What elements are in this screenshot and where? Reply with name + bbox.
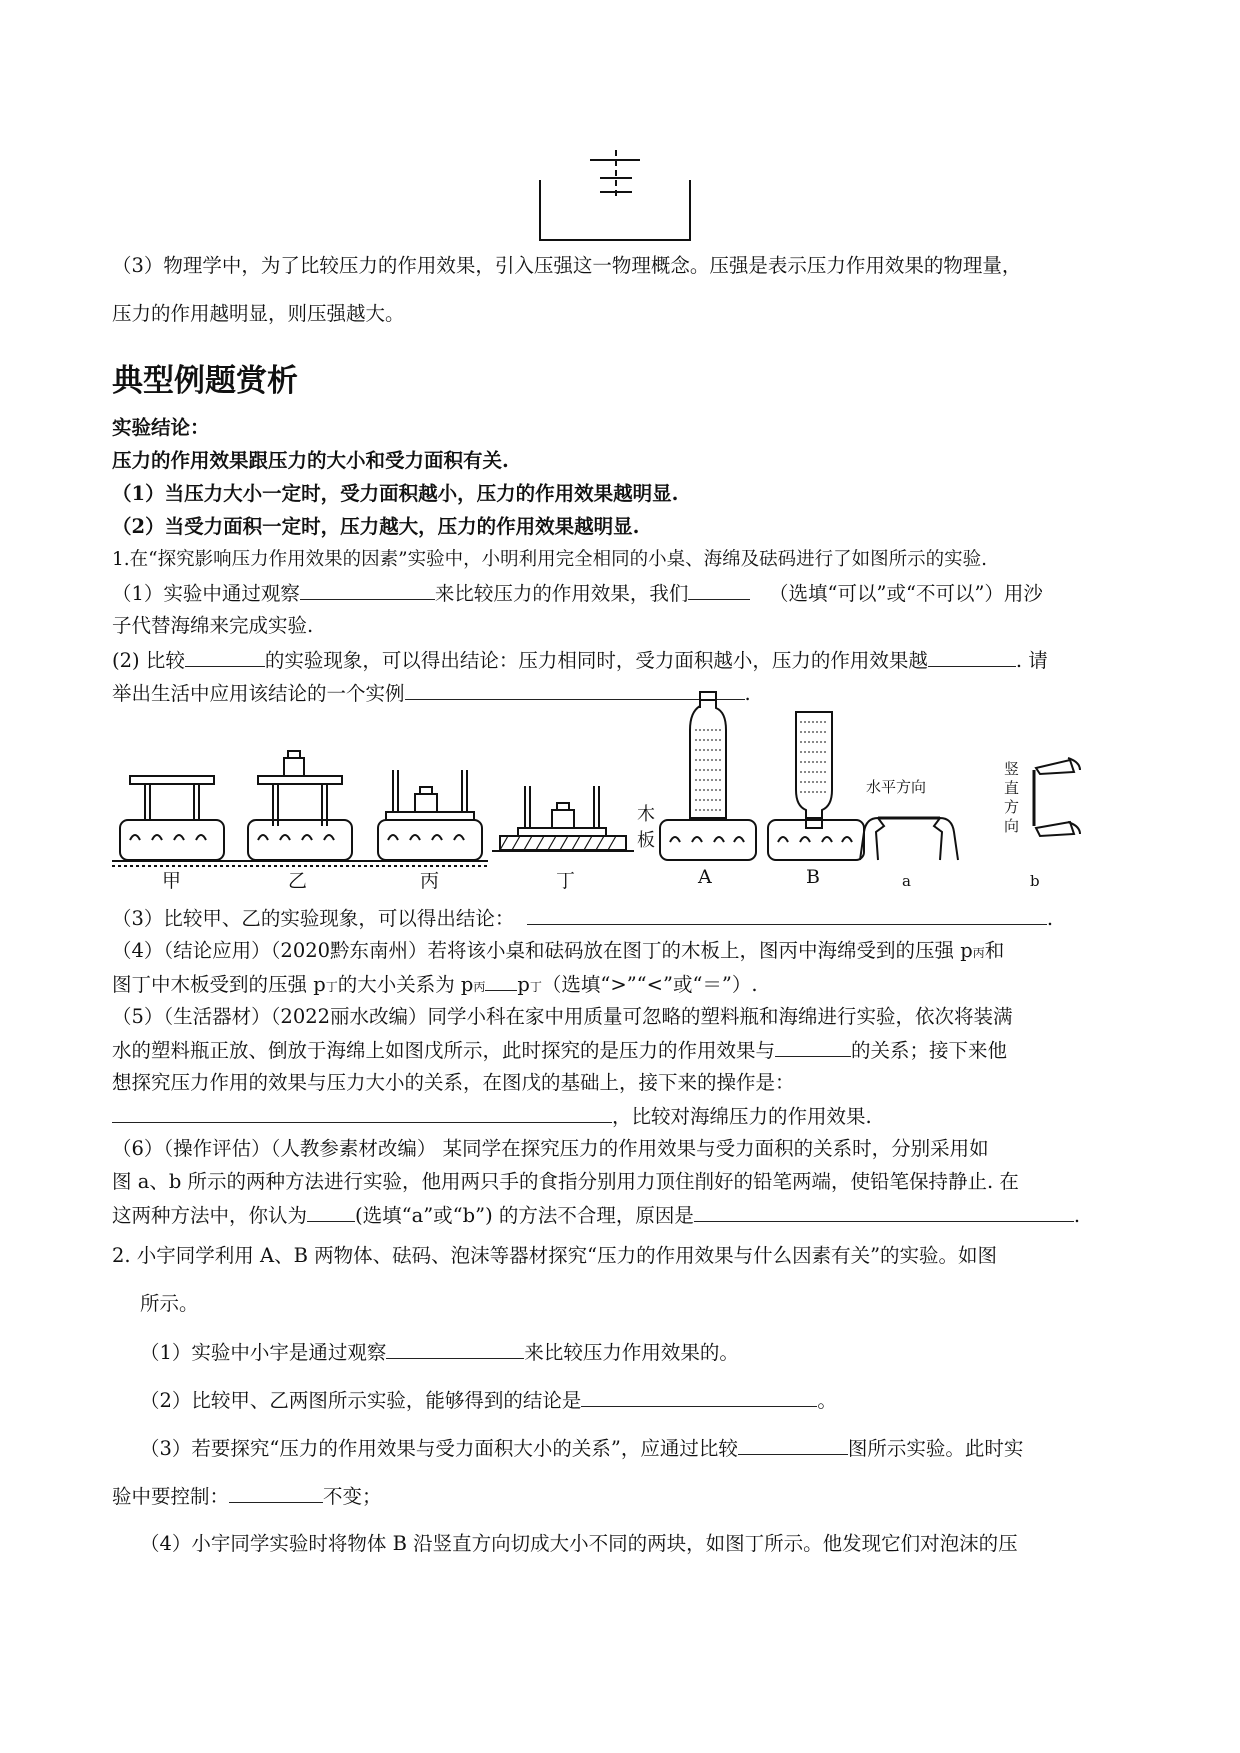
para3-line2: 压力的作用越明显，则压强越大。 [112, 302, 405, 325]
q2-intro1: 2. 小宇同学利用 A、B 两物体、砝码、泡沫等器材探究“压力的作用效果与什么因素有关”的实验。如图 [112, 1244, 998, 1267]
answer-blank[interactable] [229, 1482, 323, 1503]
q1-part3 [112, 904, 1132, 933]
q1-p2d: 举出生活中应用该结论的一个实例 [112, 682, 405, 705]
q1-p4-sub: 丙 [972, 946, 985, 960]
q1-p2b: 的实验现象，可以得出结论：压力相同时，受力面积越小，压力的作用效果越 [264, 649, 928, 672]
label-board-2: 板 [637, 830, 655, 851]
q1-p5e: ，比较对海绵压力的作用效果. [612, 1105, 872, 1128]
q1-p5d: 想探究压力作用的效果与压力大小的关系，在图戊的基础上，接下来的操作是： [112, 1071, 795, 1094]
q1-p1b: 来比较压力的作用效果，我们 [434, 582, 689, 605]
label-horizontal-char: 平 [881, 778, 897, 796]
label-bing: 丙 [420, 870, 440, 892]
apparatus-jia [120, 776, 224, 860]
label-vertical-char: 竖 [1004, 760, 1020, 778]
label-vertical-char: 直 [1004, 779, 1020, 797]
answer-blank[interactable] [386, 1338, 524, 1359]
answer-blank[interactable] [485, 970, 517, 991]
q1-p4b: 和 [984, 939, 1005, 962]
label-yi: 乙 [288, 870, 308, 892]
q1-p1c: （选填“可以”或“不可以”）用沙 [769, 582, 1043, 605]
label-horizontal-char: 方 [896, 778, 912, 796]
q1-part4-line1 [112, 937, 1132, 967]
q1-p2c: . 请 [1015, 649, 1048, 672]
answer-blank[interactable] [738, 1434, 848, 1455]
q1-p1d: 子代替海绵来完成实验. [112, 614, 314, 637]
label-a-lower: a [902, 872, 911, 890]
label-board-1: 木 [637, 804, 655, 825]
label-ding: 丁 [556, 870, 576, 892]
q2-p1a: （1）实验中小宇是通过观察 [140, 1341, 387, 1364]
q1-p5b: 水的塑料瓶正放、倒放于海绵上如图戊所示，此时探究的是压力的作用效果与 [112, 1039, 776, 1062]
q1-p2a: (2) 比较 [112, 649, 185, 672]
q1-p4-sub: 丁 [529, 980, 542, 994]
q1-part5-line2 [112, 1036, 1132, 1065]
q1-p6a: （6）（操作评估）（人教参素材改编） 某同学在探究压力的作用效果与受力面积的关系时，分别采用如 [112, 1137, 989, 1160]
q1-p5a: （5）（生活器材）（2022丽水改编）同学小科在家中用质量可忽略的塑料瓶和海绵进行实验，依次将装满 [112, 1005, 1013, 1028]
q2-p3a: （3）若要探究“压力的作用效果与受力面积大小的关系”，应通过比较 [140, 1437, 738, 1460]
label-b-upper: B [806, 866, 820, 888]
apparatus-bing [378, 770, 482, 860]
label-horizontal-char: 向 [911, 778, 927, 796]
answer-blank[interactable] [694, 1201, 1074, 1222]
label-vertical [1004, 760, 1022, 836]
answer-blank[interactable] [307, 1201, 355, 1222]
q1-p5c: 的关系；接下来他 [851, 1039, 1008, 1062]
label-jia: 甲 [162, 870, 182, 892]
q1-p6e: . [1073, 1204, 1081, 1227]
q2-p1b: 来比较压力作用效果的。 [524, 1341, 739, 1364]
label-a-upper: A [698, 866, 712, 888]
label-horizontal [866, 776, 926, 797]
answer-blank[interactable] [775, 1036, 851, 1057]
q1-p4-sub: 丙 [473, 980, 486, 994]
label-b-lower: b [1030, 872, 1040, 890]
apparatus-pencil-b [1034, 758, 1080, 836]
q1-p3b: . [1046, 907, 1054, 930]
apparatus-yi [248, 751, 352, 860]
apparatus-a [660, 692, 756, 860]
conclusion-heading: 实验结论： [112, 416, 210, 439]
q2-p4a: （4）小宇同学实验时将物体 B 沿竖直方向切成大小不同的两块，如图丁所示。他发现它们对泡沫的压 [140, 1532, 1018, 1555]
q1-p4c: 图丁中木板受到的压强 p [112, 973, 326, 996]
q1-p3a: （3）比较甲、乙的实验现象，可以得出结论： [112, 907, 515, 930]
q1-intro: 1.在“探究影响压力作用效果的因素”实验中，小明利用完全相同的小桌、海绵及砝码进行了如图所示的实验. [112, 549, 987, 570]
q1-p4e: p [517, 973, 530, 996]
q2-intro2: 所示。 [140, 1292, 199, 1315]
q1-p6d: (选填“a”或“b”) 的方法不合理，原因是 [355, 1204, 694, 1227]
q2-p2a: （2）比较甲、乙两图所示实验，能够得到的结论是 [140, 1389, 582, 1412]
apparatus-pencil-a [860, 818, 958, 860]
q2-part2 [140, 1386, 1160, 1415]
apparatus-b [768, 712, 864, 860]
q1-part5-line4 [112, 1102, 1132, 1131]
q2-p3b: 图所示实验。此时实 [847, 1437, 1024, 1460]
label-vertical-char: 向 [1004, 817, 1020, 835]
apparatus-ding [492, 786, 634, 851]
q1-p1a: （1）实验中通过观察 [112, 582, 300, 605]
conclusion-line2: （1）当压力大小一定时，受力面积越小，压力的作用效果越明显. [112, 482, 679, 505]
q1-p4-sub: 丁 [325, 980, 338, 994]
q1-p4f: （选填“>”“<”或“＝”）. [541, 973, 758, 996]
label-horizontal-char: 水 [866, 778, 882, 796]
q1-p6b: 图 a、b 所示的两种方法进行实验，他用两只手的食指分别用力顶住削好的铅笔两端，使铅笔保持静止. 在 [112, 1170, 1019, 1193]
q2-part3-line2 [112, 1482, 1132, 1511]
q2-p3c: 验中要控制： [112, 1485, 230, 1508]
q2-part3-line1 [140, 1434, 1160, 1463]
q2-part1 [140, 1338, 1160, 1367]
section-title: 典型例题赏析 [112, 363, 298, 399]
conclusion-line3: （2）当受力面积一定时，压力越大，压力的作用效果越明显. [112, 515, 640, 538]
q1-part6-line3 [112, 1201, 1132, 1230]
q1-p2e: . [744, 682, 751, 705]
q2-p3d: 不变； [323, 1485, 382, 1508]
q2-p2b: 。 [817, 1389, 837, 1412]
answer-blank[interactable] [112, 1102, 612, 1123]
q1-p4d: 的大小关系为 p [337, 973, 474, 996]
conclusion-line1: 压力的作用效果跟压力的大小和受力面积有关. [112, 449, 509, 472]
para3-line1: （3）物理学中，为了比较压力的作用效果，引入压强这一物理概念。压强是表示压力作用效果的物理量， [112, 254, 1022, 277]
answer-blank[interactable] [581, 1386, 817, 1407]
q1-part4-line2 [112, 970, 1132, 1001]
q1-p6c: 这两种方法中，你认为 [112, 1204, 308, 1227]
q1-p4a: （4）（结论应用）（2020黔东南州）若将该小桌和砝码放在图丁的木板上，图丙中海绵受到的压强 p [112, 939, 973, 962]
label-vertical-char: 方 [1004, 798, 1020, 816]
answer-blank[interactable] [527, 904, 1047, 925]
